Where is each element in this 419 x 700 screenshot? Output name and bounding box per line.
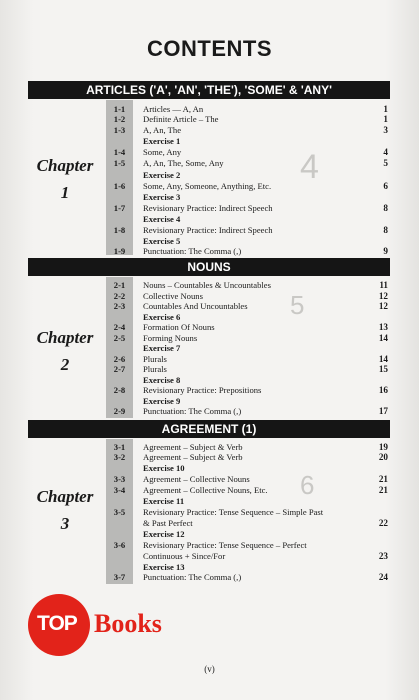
entry-page: 9 xyxy=(383,246,388,256)
entry-number: 3-3 xyxy=(113,474,126,484)
chapter-word: Chapter xyxy=(36,328,94,347)
entry-title: Exercise 6 xyxy=(143,311,181,322)
entry-title: Agreement – Collective Nouns xyxy=(143,474,250,484)
entry-title: Exercise 10 xyxy=(143,463,185,473)
contents-row xyxy=(106,291,390,302)
entry-title: Exercise 1 xyxy=(143,136,181,146)
contents-row xyxy=(106,518,390,529)
contents-row xyxy=(106,485,390,496)
contents-row xyxy=(106,203,390,214)
entry-number: 1-3 xyxy=(113,125,126,135)
entry-page: 11 xyxy=(379,280,388,290)
exercise-row xyxy=(106,496,390,507)
entry-title: Exercise 12 xyxy=(143,529,185,539)
contents-row xyxy=(106,322,390,333)
entry-page: 12 xyxy=(378,301,388,311)
entry-number: 1-1 xyxy=(113,104,126,114)
entry-number: 3-5 xyxy=(113,507,126,517)
entry-title: Exercise 3 xyxy=(143,192,181,202)
contents-row xyxy=(106,147,390,158)
entry-number: 1-4 xyxy=(113,147,126,157)
entry-page: 15 xyxy=(378,364,388,374)
entry-page: 16 xyxy=(378,385,388,395)
entry-number: 1-8 xyxy=(113,225,126,235)
entry-title: Exercise 7 xyxy=(143,343,181,353)
entry-number: 1-6 xyxy=(113,181,126,191)
entry-title: Agreement – Subject & Verb xyxy=(143,442,243,452)
entry-title: Some, Any xyxy=(143,147,182,157)
exercise-row xyxy=(106,343,390,354)
contents-row xyxy=(106,572,390,583)
entry-page: 17 xyxy=(378,406,388,416)
entry-number: 1-2 xyxy=(113,114,126,124)
entry-number: 1-9 xyxy=(113,246,126,256)
contents-row xyxy=(106,114,390,125)
entry-number: 3-2 xyxy=(113,452,126,462)
chapter-number: 1 xyxy=(60,183,70,202)
entry-page: 24 xyxy=(378,572,388,582)
chapter-number: 2 xyxy=(60,355,70,374)
entry-title: Exercise 13 xyxy=(143,562,185,572)
exercise-row xyxy=(106,396,390,407)
entry-title: Forming Nouns xyxy=(143,332,198,343)
exercise-row xyxy=(106,192,390,203)
entry-page: 21 xyxy=(378,474,388,484)
entry-number: 3-1 xyxy=(113,442,126,452)
logo-top-text: TOP xyxy=(37,612,77,635)
entry-title: Exercise 2 xyxy=(143,170,181,180)
entry-title: Agreement – Subject & Verb xyxy=(143,452,243,462)
entry-title: Plurals xyxy=(143,364,167,374)
entry-title: Nouns – Countables & Uncountables xyxy=(143,280,271,290)
entry-number: 3-6 xyxy=(113,540,126,550)
contents-row xyxy=(106,364,390,375)
entry-title: Some, Any, Someone, Anything, Etc. xyxy=(143,181,272,191)
entry-page: 1 xyxy=(383,114,388,124)
entry-number: 2-8 xyxy=(113,385,126,395)
chapter-label-2 xyxy=(28,324,102,378)
entry-title: Exercise 8 xyxy=(143,374,181,385)
entry-page: 8 xyxy=(383,203,388,213)
section-header-nouns: NOUNS xyxy=(28,258,390,276)
entry-number: 1-5 xyxy=(113,158,126,168)
contents-row xyxy=(106,551,390,562)
entry-number: 2-4 xyxy=(113,322,126,332)
exercise-row xyxy=(106,375,390,386)
entry-page: 13 xyxy=(378,322,388,332)
entry-title: Exercise 5 xyxy=(143,236,181,246)
bleed-through-text: 4 xyxy=(300,148,319,186)
contents-row xyxy=(106,125,390,136)
entry-number: 2-7 xyxy=(113,364,126,374)
entry-title: Exercise 9 xyxy=(143,395,181,406)
exercise-row xyxy=(106,463,390,474)
entry-title: Punctuation: The Comma (,) xyxy=(143,246,242,256)
entry-page: 12 xyxy=(378,290,388,301)
contents-row xyxy=(106,406,390,417)
entry-number: 2-6 xyxy=(113,353,126,364)
entry-page: 22 xyxy=(378,518,388,528)
entry-number: 2-3 xyxy=(113,301,126,311)
entry-page: 6 xyxy=(383,181,388,191)
bleed-through-text: 5 xyxy=(290,290,305,320)
bleed-through-text: 6 xyxy=(300,470,315,500)
entry-title: Exercise 4 xyxy=(143,214,181,224)
contents-row xyxy=(106,507,390,518)
entry-title: Continuous + Since/For xyxy=(143,551,226,561)
exercise-row xyxy=(106,136,390,147)
entry-number: 3-4 xyxy=(113,485,126,495)
entry-title: Punctuation: The Comma (,) xyxy=(143,572,242,582)
entry-number: 2-2 xyxy=(113,290,126,301)
entry-page: 21 xyxy=(378,485,388,495)
entry-title: Revisionary Practice: Prepositions xyxy=(143,385,262,395)
page-number: (v) xyxy=(204,664,215,674)
contents-row xyxy=(106,181,390,192)
top-books-logo xyxy=(28,600,218,650)
chapter-number: 3 xyxy=(60,514,70,533)
chapter-label-3 xyxy=(28,483,102,537)
entry-title: Formation Of Nouns xyxy=(143,322,215,332)
contents-row xyxy=(106,452,390,463)
entry-number: 2-5 xyxy=(113,332,126,343)
exercise-row xyxy=(106,214,390,225)
entry-page: 23 xyxy=(378,551,388,561)
contents-row xyxy=(106,385,390,396)
entry-title: Exercise 11 xyxy=(143,496,185,506)
entry-title: Revisionary Practice: Indirect Speech xyxy=(143,225,273,235)
logo-books-text: Books xyxy=(94,609,162,638)
entry-title: Agreement – Collective Nouns, Etc. xyxy=(143,485,268,495)
contents-row xyxy=(106,301,390,312)
entry-page: 14 xyxy=(378,332,388,343)
entry-number: 1-7 xyxy=(113,203,126,213)
entry-page: 19 xyxy=(378,442,388,452)
entry-title: A, An, The, Some, Any xyxy=(143,158,224,168)
entry-page: 1 xyxy=(383,104,388,114)
contents-row xyxy=(106,333,390,344)
entry-title: A, An, The xyxy=(143,125,182,135)
contents-row xyxy=(106,540,390,551)
entry-page: 3 xyxy=(383,125,388,135)
entry-title: Revisionary Practice: Tense Sequence – Simple Past xyxy=(143,507,324,517)
contents-row xyxy=(106,158,390,169)
entry-title: Definite Article – The xyxy=(143,114,219,124)
exercise-row xyxy=(106,312,390,323)
entry-page: 20 xyxy=(378,452,388,462)
contents-row xyxy=(106,246,390,257)
entry-number: 2-9 xyxy=(113,406,126,416)
entry-title: & Past Perfect xyxy=(143,518,193,528)
entry-title: Countables And Uncountables xyxy=(143,301,248,311)
section-header-articles: ARTICLES ('A', 'AN', 'THE'), 'SOME' & 'ANY' xyxy=(28,81,390,99)
page-title: CONTENTS xyxy=(147,36,272,61)
entry-title: Revisionary Practice: Indirect Speech xyxy=(143,203,273,213)
entry-title: Revisionary Practice: Tense Sequence – Perfect xyxy=(143,540,307,550)
chapter-word: Chapter xyxy=(36,487,94,506)
exercise-row xyxy=(106,529,390,540)
contents-row xyxy=(106,474,390,485)
entry-title: Collective Nouns xyxy=(143,290,203,301)
entry-number: 3-7 xyxy=(113,572,126,582)
entry-title: Punctuation: The Comma (,) xyxy=(143,406,242,416)
entry-page: 4 xyxy=(383,147,388,157)
chapter-word: Chapter xyxy=(36,156,94,175)
chapter-label-1 xyxy=(28,152,102,206)
entry-page: 5 xyxy=(383,158,388,168)
contents-row xyxy=(106,354,390,365)
entry-title: Articles — A, An xyxy=(143,104,204,114)
entry-title: Plurals xyxy=(143,353,167,364)
contents-row xyxy=(106,225,390,236)
section-header-agreement: AGREEMENT (1) xyxy=(28,420,390,438)
exercise-row xyxy=(106,170,390,181)
entry-page: 8 xyxy=(383,225,388,235)
contents-row xyxy=(106,280,390,291)
entry-number: 2-1 xyxy=(113,280,126,290)
entry-page: 14 xyxy=(378,353,388,364)
